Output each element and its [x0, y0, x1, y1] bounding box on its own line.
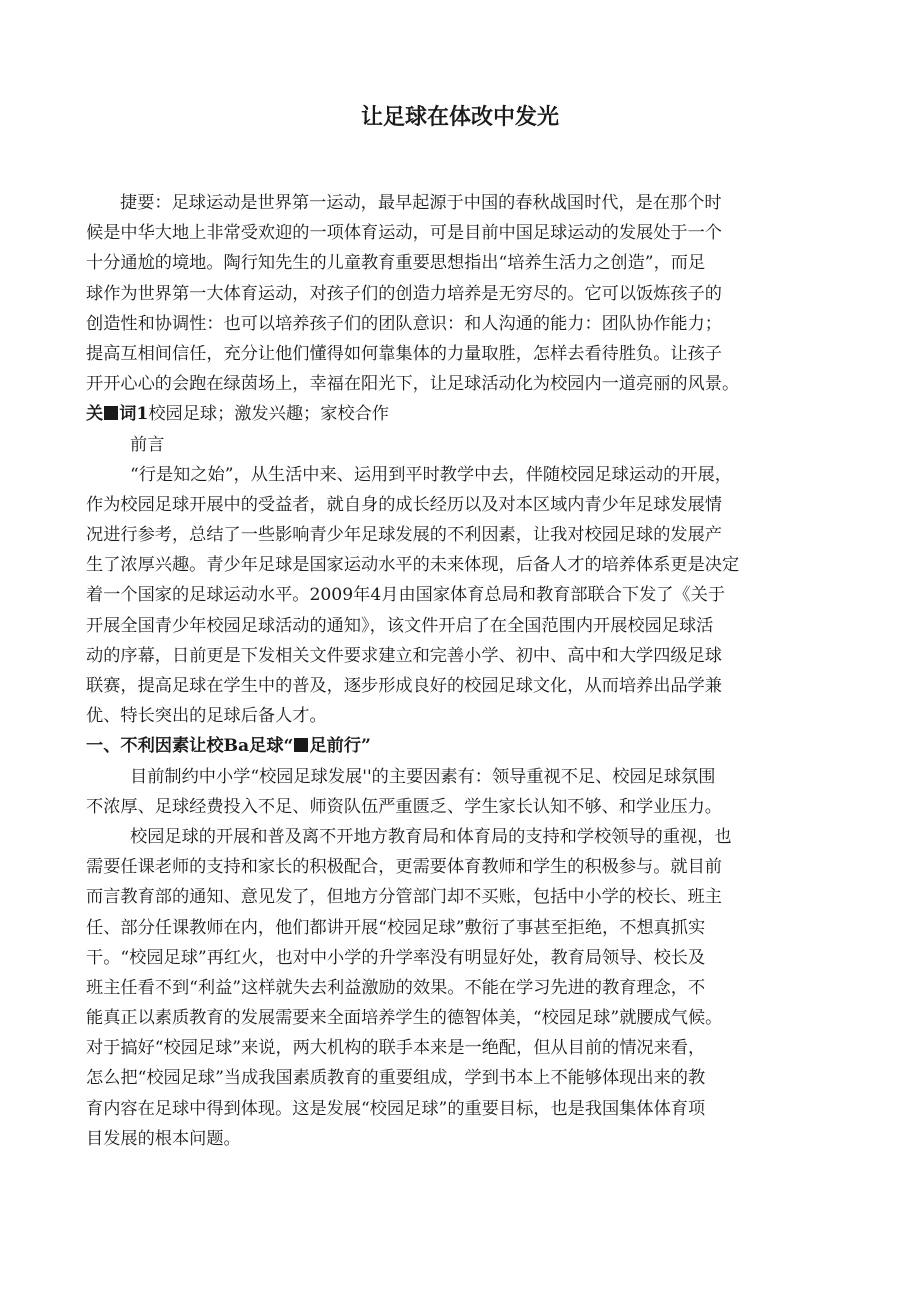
paragraph-line: 需要任课老师的支持和家长的积极配合，更需要体育教师和学生的积极参与。就目前	[86, 857, 722, 878]
preface	[86, 460, 840, 732]
preface-line: 况进行参考，总结了一些影响青少年足球发展的不利因素，让我对校园足球的发展产	[86, 525, 722, 546]
preface-line: 优、特长突出的足球后备人才。	[86, 706, 327, 727]
paragraph-line: 校园足球的开展和普及离不开地方教育局和体育局的支持和学校领导的重视，也	[130, 826, 732, 847]
paragraph-line: 育内容在足球中得到体现。这是发展“校园足球”的重要目标，也是我国集体体育项	[86, 1098, 706, 1119]
paragraph-line: 班主任看不到“利益”这样就失去利益激励的效果。不能在学习先进的教育理念，不	[86, 977, 706, 998]
abstract-line: 十分通尬的境地。陶行知先生的儿童教育重要思想指出“培养生活力之创造”，而足	[86, 253, 706, 274]
preface-line: 联赛，提高足球在学生中的普及，逐步形成良好的校园足球文化，从而培养出品学兼	[86, 676, 722, 696]
redacted-block-icon	[104, 406, 118, 420]
keywords-text: 校园足球；激发兴趣；家校合作	[148, 404, 389, 425]
section-paragraph	[86, 762, 840, 822]
abstract-line: 创造性和协调性：也可以培养孩子们的团队意识：和人沟通的能力：团队协作能力；	[86, 313, 722, 334]
redacted-block-icon	[294, 738, 308, 752]
paragraph-line: 对于搞好“校园足球”来说，两大机构的联手本来是一绝配，但从目前的情况来看，	[86, 1038, 706, 1059]
keywords	[86, 399, 840, 429]
preface-line: 动的序幕，日前更是下发相关文件要求建立和完善小学、初中、高中和大学四级足球	[86, 645, 722, 666]
keywords-label-start: 关	[86, 404, 104, 425]
keywords-label-end: 词1	[119, 404, 149, 425]
paragraph-line: 任、部分任课教师在内，他们都讲开展“校园足球”敷衍了事甚至拒绝，不想真抓实	[86, 917, 706, 938]
abstract-line: 候是中华大地上非常受欢迎的一项体育运动，可是目前中国足球运动的发展处于一个	[86, 223, 722, 244]
preface-line: 作为校园足球开展中的受益者，就自身的成长经历以及对本区域内青少年足球发展情	[86, 494, 722, 515]
paragraph-line: 目发展的根本问题。	[86, 1128, 241, 1149]
section-paragraph	[86, 822, 840, 1154]
preface-line: “行是知之始”，从生活中来、运用到平时教学中去，伴随校园足球运动的开展，	[130, 464, 732, 485]
abstract-line: 球作为世界第一大体育运动，对孩子们的创造力培养是无穷尽的。它可以饭炼孩子的	[86, 283, 722, 304]
section-heading-end: 足前行”	[309, 736, 371, 757]
preface-line: 生了浓厚兴趣。青少年足球是国家运动水平的未来体现，后备人才的培养体系更是决定	[86, 555, 740, 576]
paragraph-line: 干。“校园足球”再红火，也对中小学的升学率没有明显好处，教育局领导、校长及	[86, 947, 706, 968]
abstract	[86, 188, 840, 399]
preface-line: 开展全国青少年校园足球活动的通知》，该文件开启了在全国范围内开展校园足球活	[86, 615, 714, 636]
section-heading	[86, 731, 840, 761]
abstract-line: 提高互相间信任，充分让他们懂得如何靠集体的力量取胜，怎样去看待胜负。让孩子	[86, 343, 722, 364]
preface-line: 着一个国家的足球运动水平。2009年4月由国家体育总局和教育部联合下发了《关于	[86, 585, 726, 606]
paragraph-line: 而言教育部的通知、意见发了，但地方分管部门却不买账，包括中小学的校长、班主	[86, 887, 722, 908]
paragraph-line: 能真正以素质教育的发展需要来全面培养学生的德智体美，“校园足球”就腰成气候。	[86, 1008, 723, 1029]
document-title: 让足球在体改中发光	[360, 105, 559, 130]
preface-heading: 前言	[130, 434, 165, 455]
abstract-line: 捷要：足球运动是世界第一运动，最早起源于中国的春秋战国时代，是在那个时	[120, 193, 722, 213]
paragraph-line: 怎么把“校园足球”当成我国素质教育的重要组成，学到书本上不能够体现出来的教	[86, 1068, 706, 1089]
paragraph-line: 不浓厚、足球经费投入不足、师资队伍严重匮乏、学生家长认知不够、和学业压力。	[86, 796, 722, 817]
abstract-line: 开开心心的会跑在绿茵场上，幸福在阳光下，让足球活动化为校园内一道亮丽的风景。	[86, 374, 740, 395]
paragraph-line: 目前制约中小学“校园足球发展''的主要因素有：领导重视不足、校园足球氛围	[130, 766, 716, 787]
section-heading-start: 一、不利因素让校Ba足球“	[86, 736, 294, 757]
document-body	[86, 188, 840, 1154]
